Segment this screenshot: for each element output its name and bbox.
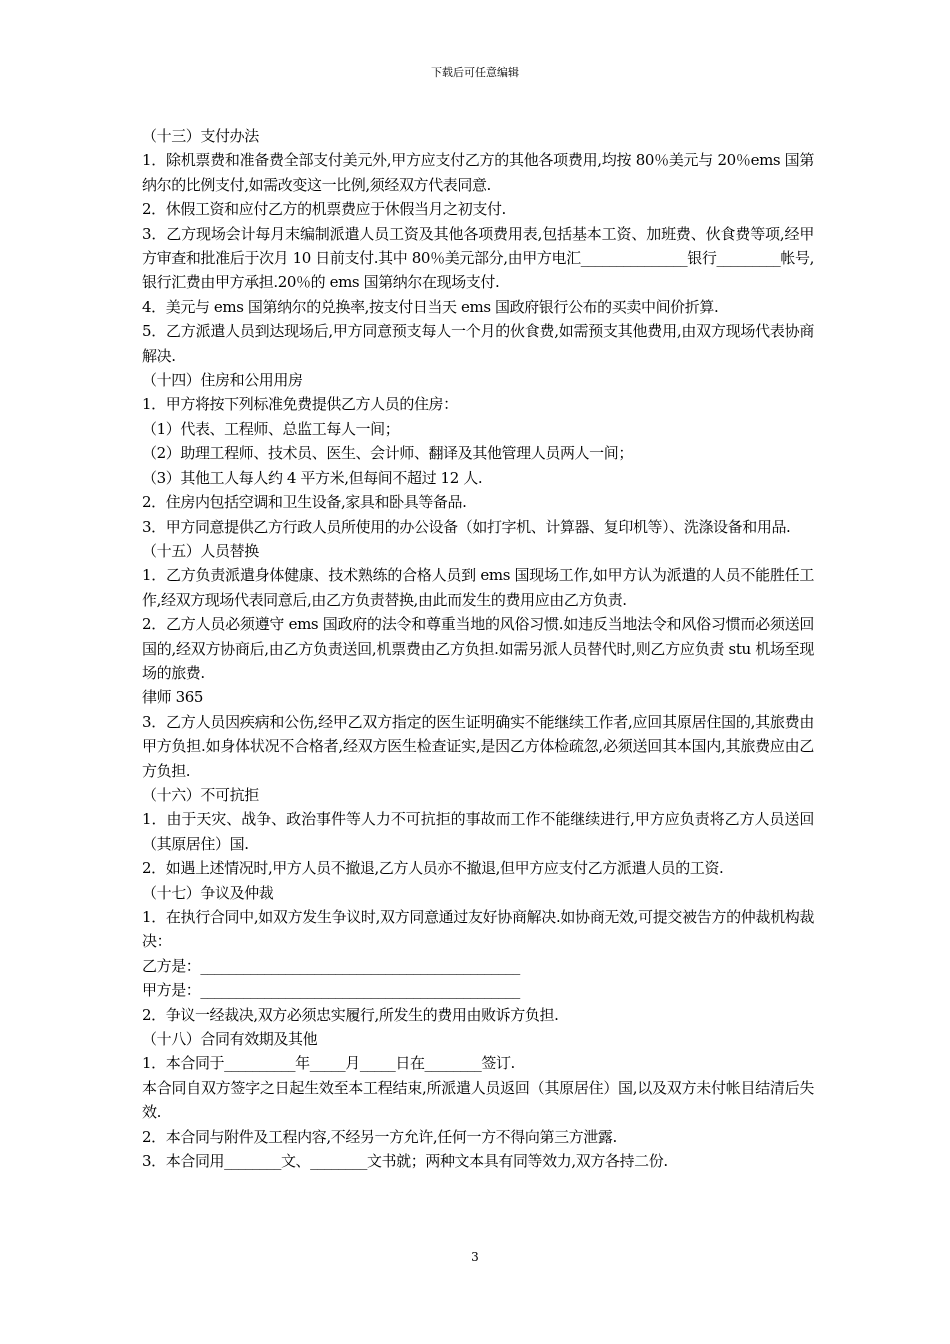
party-a-line: 甲方是：_____________________________________________ [142, 981, 520, 1000]
clause-paragraph: 4．美元与 ems 国第纳尔的兑换率,按支付日当天 ems 国政府银行公布的买卖中间价折算. [142, 297, 719, 316]
clause-paragraph: 5．乙方派遣人员到达现场后,甲方同意预支每人一个月的伙食费,如需预支其他费用,由双方现场代表协商解决. [142, 322, 814, 365]
clause-paragraph: 2．休假工资和应付乙方的机票费应于休假当月之初支付. [142, 200, 506, 219]
clause-paragraph: 2．如遇上述情况时,甲方人员不撤退,乙方人员亦不撤退,但甲方应支付乙方派遣人员的工资. [142, 859, 724, 878]
page-number: 3 [471, 1250, 479, 1264]
clause-paragraph: 3．甲方同意提供乙方行政人员所使用的办公设备（如打字机、计算器、复印机等）、洗涤设备和用品. [142, 517, 791, 536]
clause-paragraph: 2．乙方人员必须遵守 ems 国政府的法令和尊重当地的风俗习惯.如违反当地法令和风俗习惯而必须送回国的,经双方协商后,由乙方负责送回,机票费由乙方负担.如需另派人员替代时,则乙方应负责 stu 机场至现场的旅费. [142, 615, 814, 682]
page-header: 下载后可任意编辑 [431, 66, 519, 79]
clause-paragraph: 2．本合同与附件及工程内容,不经另一方允许,任何一方不得向第三方泄露. [142, 1127, 617, 1146]
clause-paragraph: 2．争议一经裁决,双方必须忠实履行,所发生的费用由败诉方负担. [142, 1005, 559, 1024]
clause-paragraph: 1．甲方将按下列标准免费提供乙方人员的住房： [142, 395, 458, 414]
clause-paragraph: （3）其他工人每人约 4 平方米,但每间不超过 12 人. [142, 468, 483, 487]
watermark-text: 律师 365 [142, 688, 203, 707]
section-heading-14: （十四）住房和公用用房 [142, 371, 303, 390]
clause-paragraph: 3．本合同用________文、________文书就；两种文本具有同等效力,双方各持二份. [142, 1152, 668, 1171]
section-heading-17: （十七）争议及仲裁 [142, 883, 274, 902]
clause-paragraph: （1）代表、工程师、总监工每人一间； [142, 419, 400, 438]
clause-paragraph: 1．除机票费和准备费全部支付美元外,甲方应支付乙方的其他各项费用,均按 80％美元与 20％ems 国第纳尔的比例支付,如需改变这一比例,须经双方代表同意. [142, 151, 814, 194]
section-heading-13: （十三）支付办法 [142, 127, 259, 145]
clause-paragraph: 3．乙方现场会计每月末编制派遣人员工资及其他各项费用表,包括基本工资、加班费、伙食费等项,经甲方审查和批准后于次月 10 日前支付.其中 80％美元部分,由甲方电汇_______________银行_________帐号,银行汇费由甲方承担.20％的 ems 国第纳尔在现场支付. [142, 224, 814, 292]
section-heading-15: （十五）人员替换 [142, 541, 259, 560]
clause-paragraph: 1．乙方负责派遣身体健康、技术熟练的合格人员到 ems 国现场工作,如甲方认为派遣的人员不能胜任工作,经双方现场代表同意后,由乙方负责替换,由此而发生的费用应由乙方负责. [142, 566, 814, 609]
section-heading-18: （十八）合同有效期及其他 [142, 1030, 318, 1049]
clause-paragraph: 1．在执行合同中,如双方发生争议时,双方同意通过友好协商解决.如协商无效,可提交被告方的仲裁机构裁决： [142, 908, 814, 951]
clause-paragraph: 3．乙方人员因疾病和公伤,经甲乙双方指定的医生证明确实不能继续工作者,应回其原居住国的,其旅费由甲方负担.如身体状况不合格者,经双方医生检查证实,是因乙方体检疏忽,必须送回其本国内,其旅费应由乙方负担. [142, 712, 814, 780]
clause-paragraph: 1．由于天灾、战争、政治事件等人力不可抗拒的事故而工作不能继续进行,甲方应负责将乙方人员送回（其原居住）国. [142, 810, 814, 853]
clause-paragraph: （2）助理工程师、技术员、医生、会计师、翻译及其他管理人员两人一间； [142, 444, 633, 463]
clause-paragraph: 1．本合同于__________年_____月_____日在________签订. [142, 1054, 515, 1073]
document-body [142, 124, 814, 1173]
party-b-line: 乙方是：_____________________________________________ [142, 956, 520, 975]
clause-paragraph: 本合同自双方签字之日起生效至本工程结束,所派遣人员返回（其原居住）国,以及双方未付帐目结清后失效. [142, 1078, 814, 1122]
section-heading-16: （十六）不可抗拒 [142, 785, 259, 804]
clause-paragraph: 2．住房内包括空调和卫生设备,家具和卧具等备品. [142, 493, 467, 512]
